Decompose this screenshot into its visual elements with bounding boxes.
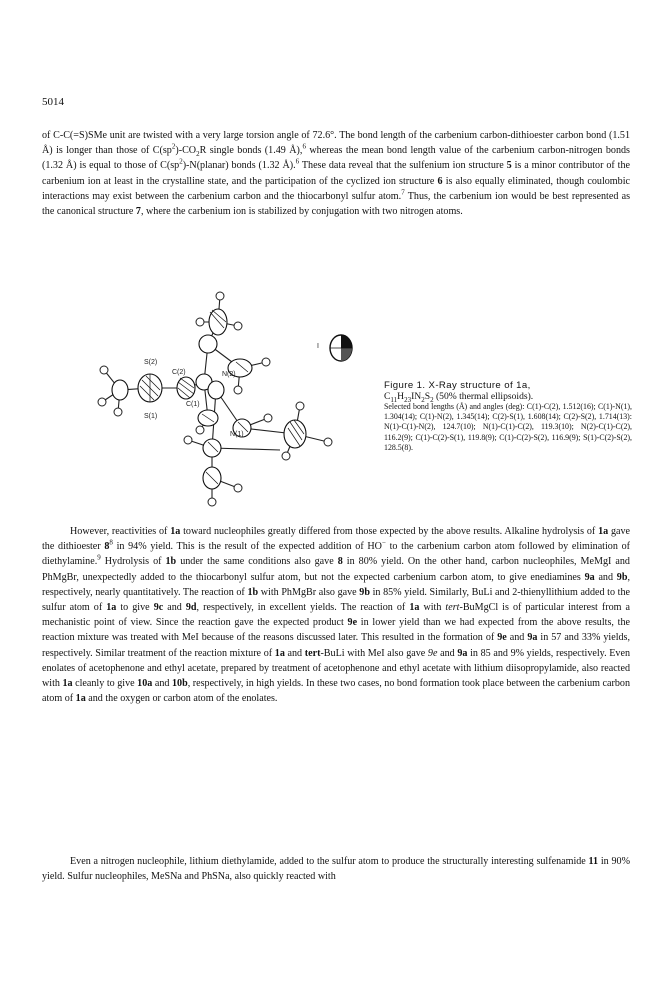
atom-label-n2: N(2) — [222, 371, 236, 378]
atom-label-c1: C(1) — [186, 401, 200, 408]
iodide-ion — [315, 326, 357, 370]
figure-caption-bond-data: Selected bond lengths (Å) and angles (deg): C(1)-C(2), 1.512(16); C(1)-N(1), 1.304(14); C(1)-N(2), 1.345(14); C(2)-S(1), 1.608(14); C(2)-S(2), 1.714(13): N(1)-C(1)-N(2), 124.7(10); N(1)-C(1)-C(2), 119.3(10); N(2)-C(1)-C(2), 116.2(9); C(1)-C(2)-S(1), 119.8(9); C(1)-C(2)-S(2), 116.9(9); S(1)-C(2)-S(2), 128.5(8). — [384, 402, 632, 452]
atom-label-s2: S(2) — [144, 359, 158, 366]
figure-caption-title: Figure 1. X-Ray structure of 1a, — [384, 380, 531, 391]
atom-label-s1: S(1) — [144, 413, 158, 420]
atom-label-n1: N(1) — [230, 431, 244, 438]
paragraph-2: However, reactivities of 1a toward nucleophiles greatly differed from those expected by the above results. Alkaline hydrolysis of 1a gave the dithioester $8^8$ in 94% yield. This is the result of the expected addition of HO− to the carbenium carbon atom followed by elimination of diethylamine.$^9$ Hydrolysis of 1b under the same conditions also gave 8 in 80% yield. On the other hand, carbon nucleophiles, MeMgI and PhMgBr, unexpectedly added to the thiocarbonyl sulfur atom, but not the expected carbenium carbon atom, to give enediamines 9a and 9b, respectively, nearly quantitatively. The reaction of 1b with PhMgBr also gave 9b in 85% yield. Similarly, BuLi and 2-thienyllithium added to the sulfur atom of 1a to give 9c and 9d, respectively, in excellent yields. The reaction of 1a with tert-BuMgCl is of particular interest from a mechanistic point of view. Since the reaction gave the expected product 9e in lower yield than we had expected from the above results, the reaction mixture was treated with MeI because of the reasons discussed later. This resulted in the formation of 9e and 9a in 57 and 33% yields, respectively. Similar treatment of the reaction mixture of 1a and tert-BuLi with MeI also gave 9e and 9a in 85 and 9% yields, respectively. Even enolates of acetophenone and ethyl acetate, prepared by treatment of acetophenone and ethyl acetate with lithium diisopropylamide, also reacted with 1a cleanly to give 10a and 10b, respectively, in high yields. In these two cases, no bond formation took place between the carbenium carbon atom of 1a and the oxygen or carbon atom of the enolates. — [42, 526, 631, 705]
atom-label-i: I — [317, 343, 319, 350]
ortep-diagram — [90, 270, 380, 522]
paragraph-1: of C-C(=S)SMe unit are twisted with a very large torsion angle of 72.6°. The bond length of the carbenium carbon-dithioester carbon bond (1.51 Å) is longer than those of $C(sp^2)-CO_2R$ single bonds (1.49 Å),$^6$ whereas the mean bond length value of the carbenium carbon-nitrogen bonds (1.32 Å) is equal to those of $C(sp^2)-N(planar)$ bonds (1.32 Å).$^6$ These data reveal that the sulfenium ion structure 5 is a minor contributor of the carbenium ion at least in the crystalline state, and the participation of the cyclized ion structure 6 is also equally eliminated, though coulombic interactions may exist between the carbenium carbon and the thiocarbonyl sulfur atom.$^7$ Thus, the carbenium ion would be best represented as the canonical structure 7, where the carbenium ion is stabilized by conjugation with two nitrogen atoms. — [42, 130, 630, 218]
xray-structure-figure — [90, 270, 380, 522]
page-number: 5014 — [42, 96, 64, 108]
atom-label-c2: C(2) — [172, 369, 186, 376]
paragraph-3: Even a nitrogen nucleophile, lithium diethylamide, added to the sulfur atom to produce the structurally interesting sulfenamide 11 in 90% yield. Sulfur nucleophiles, MeSNa and PhSNa, also quickly reacted with — [42, 856, 630, 883]
figure-caption-formula: $C_{11}H_{23}IN_2S_2$ (50% thermal ellipsoids). — [384, 391, 534, 404]
figure-caption — [384, 380, 632, 453]
